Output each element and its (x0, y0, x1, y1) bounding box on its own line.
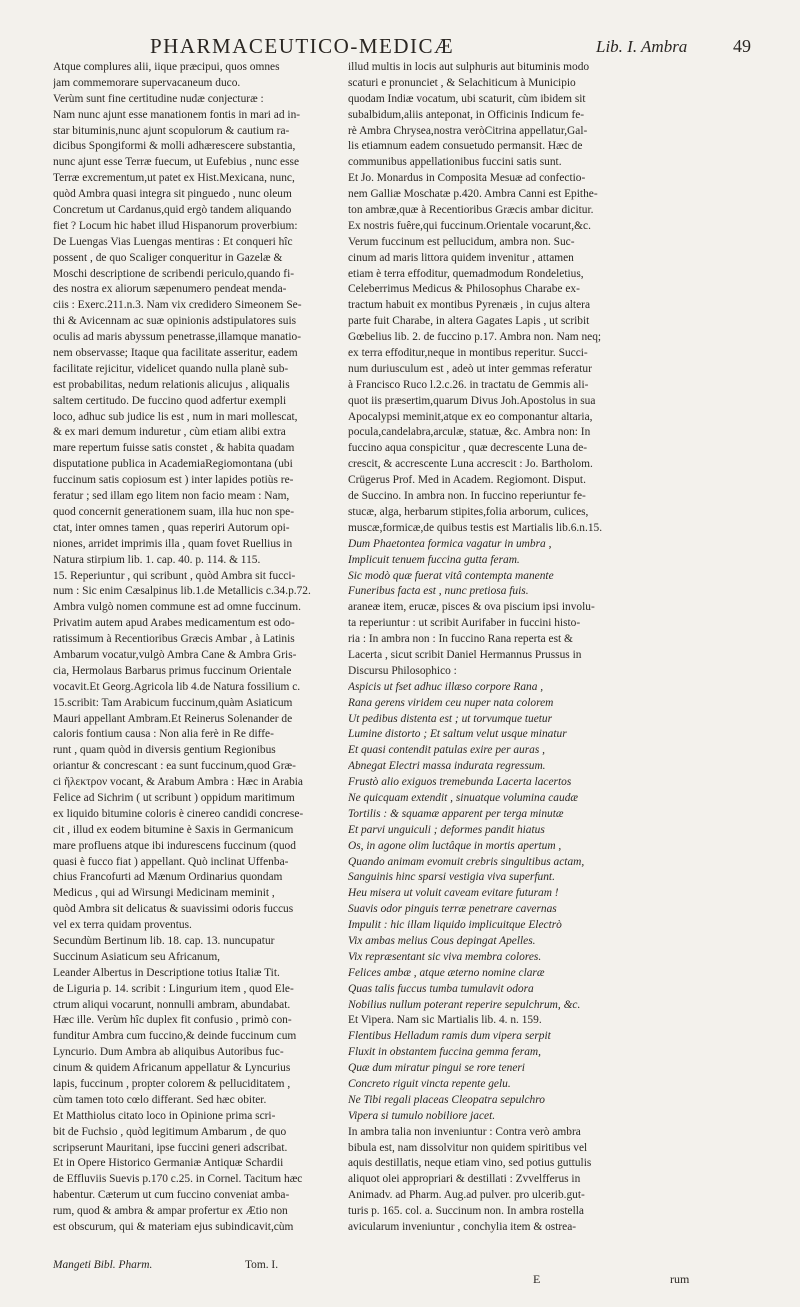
text-line: Abnegat Electri massa indurata regressum. (348, 760, 546, 773)
text-line: quod concernit generationem suam, illa huc non spe- (53, 505, 295, 518)
signature-mark: Mangeti Bibl. Pharm. (53, 1259, 153, 1271)
text-line: Mauri appellant Ambram.Et Reinerus Solenander de (53, 712, 293, 725)
text-line: communibus appellationibus fuccini satis sunt. (348, 156, 562, 169)
text-line: ratissimum à Recentioribus Græcis Ambar , à Latinis (53, 633, 295, 646)
text-line: star bituminis,nunc ajunt scopulorum & cautium ra- (53, 124, 290, 137)
text-line: Sic modò quæ fuerat vitâ contempta manente (348, 569, 554, 582)
text-line: runt , quam quòd in diversis gentium Regionibus (53, 744, 276, 757)
text-line: Os, in agone olim luctâque in mortis apertum , (348, 839, 562, 852)
text-line: fuccinum satis copiosum est ) inter lapides potiùs re- (53, 474, 294, 487)
text-line: des nostra ex aliorum sæpenumero pendeat menda- (53, 283, 287, 296)
text-line: de Effluviis Suevis p.170 c.25. in Cornel. Tacitum hæc (53, 1173, 303, 1186)
text-line: fuccino aqua conspicitur , quæ decrescente Luna de- (348, 442, 588, 455)
text-line: Rana gerens viridem ceu nuper nata colorem (348, 696, 554, 709)
text-line: pocula,candelabra,arculæ, statuæ, &c. Ambra non: In (348, 426, 591, 439)
text-line: num : Sic enim Cæsalpinus lib.1.de Metallicis c.34.p.72. (53, 585, 311, 598)
text-line: Ut pedibus distenta est ; ut torvumque tuetur (348, 712, 553, 725)
text-line: etiam è terra effoditur, quemadmodum Rondeletius, (348, 267, 584, 280)
text-line: quasi è fucco fiat ) appellant. Quò inclinat Uffenba- (53, 855, 289, 868)
text-line: Verùm sunt fine certitudine nudæ conjecturæ : (53, 92, 264, 105)
text-line: oculis ad maris abyssum penetrasse,illamque manatio- (53, 331, 301, 344)
footer-right (348, 1271, 693, 1289)
text-line: Lyncurio. Dum Ambra ab aliquibus Autoribus fuc- (53, 1046, 284, 1059)
text-line: tractum habuit ex montibus Pyrenæis , in cujus altera (348, 299, 591, 312)
text-line: habentur. Cæterum ut cum fuccino conveniat amba- (53, 1189, 290, 1202)
text-line: illud multis in locis aut sulphuris aut bituminis modo (348, 61, 590, 73)
text-line: In ambra talia non inveniuntur : Contra verò ambra (348, 1125, 581, 1138)
text-line: Et Vipera. Nam sic Martialis lib. 4. n. 159. (348, 1014, 542, 1027)
text-line: Nobilius nullum poterant reperire sepulchrum, &c. (348, 998, 581, 1011)
text-line: lis etiamnum eadem consuetudo permansit. Hæc de (348, 140, 583, 153)
text-line: rè Ambra Chrysea,nostra veròCitrina appellatur,Gal- (348, 124, 588, 137)
text-line: quòd Ambra quasi integra sit pinguedo , nunc oleum (53, 188, 292, 201)
text-line: oriantur & concrescant : ea sunt fuccinum,quod Græ- (53, 760, 296, 773)
text-line: Et Jo. Monardus in Composita Mesuæ ad confectio- (348, 172, 586, 185)
text-line: ria : In ambra non : In fuccino Rana reperta est & (348, 633, 573, 646)
text-line: Et parvi unguiculi ; deformes pandit hiatus (348, 823, 545, 836)
running-title: PHARMACEUTICO-MEDICÆ (150, 34, 455, 58)
text-line: Aspicis ut fset adhuc illæso corpore Rana , (348, 680, 544, 693)
text-line: jam commemorare supervacaneum duco. (53, 76, 241, 89)
text-line: cia, Hermolaus Barbarus primus fuccinum Orientale (53, 664, 292, 677)
text-line: num duriusculum est , adeò ut inter gemmas referatur (348, 362, 592, 375)
text-line: Et Matthiolus citato loco in Opinione prima scri- (53, 1109, 276, 1122)
text-line: Quæ dum miratur pingui se rore teneri (348, 1062, 525, 1075)
text-line: lapis, fuccinum , propter colorem & pelluciditatem , (53, 1078, 291, 1090)
text-line: cùm tamen toto cœlo differant. Sed hæc obiter. (53, 1093, 267, 1106)
text-line: Gœbelius lib. 2. de fuccino p.17. Ambra non. Nam neq; (348, 331, 602, 344)
text-line: Suavis odor pinguis terræ penetrare cavernas (348, 903, 557, 916)
text-line: mare repertum fuisse satis constet , & habita quadam (53, 442, 295, 455)
text-line: Sanguinis hinc sparsi vestigia viva superfunt. (348, 871, 555, 884)
text-line: scripserunt Mauritani, ipse fuccini generi adscribat. (53, 1141, 288, 1154)
text-line: quòd Ambra sit delicatus & suavissimi odoris fuccus (53, 903, 294, 916)
text-line: Ne Tibi regali placeas Cleopatra sepulchro (348, 1093, 545, 1106)
running-section: Lib. I. Ambra (596, 37, 688, 56)
text-line: Ex nostris fuêre,qui fuccinum.Orientale vocarunt,&c. (348, 219, 591, 232)
text-line: Fluxit in obstantem fuccina gemma feram, (348, 1046, 541, 1059)
text-line: Hæc ille. Verùm hîc duplex fit confusio , primò con- (53, 1014, 292, 1027)
text-line: muscæ,formicæ,de quibus testis est Martialis lib.6.n.15. (348, 521, 603, 534)
text-line: Atque complures alii, iique præcipui, quos omnes (53, 61, 280, 73)
text-line: fiet ? Locum hic habet illud Hispanorum proverbium: (53, 219, 298, 232)
text-line: cit , illud ex eodem bitumine è Saxis in Germanicum (53, 823, 294, 836)
text-line: mare profluens atque ibi indurescens fuccinum (quod (53, 839, 296, 852)
text-line: Terræ excrementum,ut patet ex Hist.Mexicana, nunc, (53, 172, 295, 185)
text-line: Apocalypsi meminit,atque ex eo componantur altaria, (348, 410, 593, 423)
text-line: ctrum aliqui vocarunt, nonnulli ambram, abundabat. (53, 998, 291, 1011)
text-line: quot iis præsertim,quarum Divus Joh.Apostolus in sua (348, 394, 596, 407)
text-line: ton ambræ,quæ à Recentioribus Græcis ambar dicitur. (348, 204, 594, 217)
text-line: vocavit.Et Georg.Agricola lib 4.de Natura fossilium c. (53, 680, 301, 693)
page-number: 49 (733, 36, 751, 56)
text-line: crescit, & accrescente Luna accrescit : Jo. Bartholom. (348, 458, 593, 471)
text-line: aliquot olei appropriari & destillati : Zvvelfferus in (348, 1173, 581, 1186)
text-line: Felices ambæ , atque æterno nomine claræ (348, 966, 545, 979)
text-line: Ambarum vocatur,vulgò Ambra Cane & Ambra Gris- (53, 648, 297, 661)
text-line: niones, arridet imprimis illa , quam fovet Ruellius in (53, 537, 293, 550)
text-line: Medicus , qui ad Wirsungi Medicinam meminit , (53, 887, 275, 900)
text-line: nem Galliæ Moschatæ p.420. Ambra Canni est Epithe- (348, 188, 598, 201)
text-line: ci ἤλεκτρον vocant, & Arabum Ambra : Hæc in Arabia (53, 776, 303, 789)
volume-mark: Tom. I. (245, 1259, 279, 1271)
text-line: & ex mari demum induretur , cùm etiam alibi extra (53, 426, 286, 439)
text-line: Lacerta , sicut scribit Daniel Hermannus Prussus in (348, 648, 582, 661)
text-line: Vipera si tumulo nobiliore jacet. (348, 1109, 496, 1122)
text-line: loco, adhuc sub judice lis est , num in mari mollescat, (53, 410, 298, 423)
text-line: bibula est, nam dissolvitur non quidem spiritibus vel (348, 1141, 588, 1154)
text-line: parte fuit Charabe, in altera Gagates Lapis , ut scribit (348, 315, 590, 328)
text-line: est probabilitas, nedum relationis alicujus , aliqualis (53, 378, 290, 391)
text-line: Moschi descriptione de scribendi periculo,quando fi- (53, 267, 295, 280)
text-line: avicularum inveniuntur , conchylia item & ostrea- (348, 1221, 577, 1234)
text-line: Secundùm Bertinum lib. 18. cap. 13. nuncupatur (53, 934, 275, 947)
text-line: ciis : Exerc.211.n.3. Nam vix credidero Simeonem Se- (53, 299, 302, 312)
text-line: Privatim autem apud Arabes medicamentum est odo- (53, 617, 295, 630)
text-line: Vix ambas melius Cous depingat Apelles. (348, 934, 536, 947)
text-line: Et quasi contendit patulas exire per auras , (348, 744, 545, 757)
text-line: Nam nunc ajunt esse manationem fontis in mari ad in- (53, 108, 301, 121)
text-line: Vix repræsentant sic viva membra colores. (348, 950, 542, 963)
text-line: Ne quicquam extendit , sinuatque volumina caudæ (348, 791, 578, 804)
text-line: 15. Reperiuntur , qui scribunt , quòd Ambra sit fucci- (53, 569, 296, 582)
text-line: Tortilis : & squamæ apparent per terga minutæ (348, 807, 564, 820)
text-line: Quas talis fuccus tumba tumulavit odora (348, 982, 534, 995)
text-line: saltem certitudo. De fuccino quod adfertur exempli (53, 394, 287, 407)
text-line: dicibus Spongiformi & molli adhærescere substantia, (53, 140, 296, 153)
text-line: caloris fontium causa : Non alia ferè in Re diffe- (53, 728, 274, 741)
text-line: Celeberrimus Medicus & Philosophus Charabe ex- (348, 283, 580, 296)
text-line: Discursu Philosophico : (348, 664, 457, 677)
left-text-column (53, 60, 338, 1236)
text-line: stucæ, alga, herbarum stipites,folia arborum, culices, (348, 505, 589, 518)
text-line: chius Francofurti ad Mænum Ordinarius quondam (53, 871, 283, 884)
text-line: Heu misera ut voluit caveam evitare futuram ! (348, 887, 559, 900)
text-line: de Succino. In ambra non. In fuccino reperiuntur fe- (348, 490, 586, 503)
text-line: Dum Phaetontea formica vagatur in umbra , (348, 537, 552, 550)
text-line: Leander Albertus in Descriptione totius Italiæ Tit. (53, 966, 280, 979)
text-line: Ambra vulgò nomen commune est ad omne fuccinum. (53, 601, 302, 614)
text-line: cinum & quidem Africanum appellatur & Lyncurius (53, 1062, 291, 1075)
text-line: araneæ item, erucæ, pisces & ova piscium ipsi involu- (348, 601, 595, 614)
text-line: vel ex terra quidam proventus. (53, 919, 192, 932)
text-line: scaturi e pronunciet , & Selachiticum à Municipio (348, 76, 576, 89)
text-line: nem observasse; Itaque qua facilitate asseritur, eadem (53, 347, 298, 360)
text-line: Impulit : hic illam liquido implicuitque Electrò (348, 919, 562, 932)
text-line: disputatione publica in AcademiaRegiomontana (ubi (53, 458, 293, 471)
text-line: ex terra effoditur,neque in montibus reperitur. Succi- (348, 347, 588, 360)
text-line: funditur Ambra cum fuccino,& deinde fuccinum cum (53, 1030, 297, 1043)
text-line: thi & Avicennam ac suæ opinionis adstipulatores suis (53, 315, 297, 328)
text-line: Funeribus facta est , nunc pretiosa fuis. (348, 585, 529, 598)
text-line: Implicuit tenuem fuccina gutta feram. (348, 553, 520, 566)
text-line: Quando animam evomuit crebris singultibus actam, (348, 855, 585, 868)
text-line: Lumine distorto ; Et saltum velut usque minatur (348, 728, 567, 741)
text-line: quodam Indiæ vocatum, ubi scaturit, cùm ibidem sit (348, 92, 586, 105)
text-line: bit de Fuchsio , quòd legitimum Ambarum , de quo (53, 1125, 287, 1138)
footer-left (53, 1257, 343, 1275)
text-line: à Francisco Ruco l.2.c.26. in tractatu de Gemmis ali- (348, 378, 589, 391)
text-line: Succinum Asiaticum seu Africanum, (53, 950, 221, 963)
text-line: nunc ajunt esse Terræ fuecum, ut Eufebius , nunc esse (53, 156, 300, 169)
text-line: ex liquido bitumine coloris è cinereo candidi concrese- (53, 807, 304, 820)
text-line: De Luengas Vias Luengas mentiras : Et conqueri hîc (53, 235, 293, 248)
text-line: facilitate rejicitur, videlicet quando nulla planè sub- (53, 362, 289, 375)
catchword: rum (670, 1272, 690, 1286)
text-line: possent , de quo Scaliger conqueritur in Gazelæ & (53, 251, 283, 264)
text-line: ctat, inter omnes tamen , quas reperiri Autorum opi- (53, 521, 290, 534)
text-line: subalbidum,aliis anteponat, in Officinis Indicum fe- (348, 108, 585, 121)
text-line: Concretum ut Cardanus,quid ergò tandem aliquando (53, 204, 292, 217)
text-line: aquis destillatis, neque etiam vino, sed potius guttulis (348, 1157, 592, 1170)
text-line: de Liguria p. 14. scribit : Lingurium item , quod Ele- (53, 982, 294, 995)
text-line: Felice ad Sichrim ( ut scribunt ) oppidum maritimum (53, 791, 295, 804)
text-line: Flentibus Helladum ramis dum vipera serpit (348, 1030, 551, 1043)
text-line: Concreto riguit vincta repente gelu. (348, 1078, 511, 1090)
gathering-signature: E (533, 1272, 541, 1286)
right-text-column (348, 60, 693, 1236)
text-line: est obscurum, qui & materiam ejus subindicavit,cùm (53, 1221, 294, 1234)
text-line: 15.scribit: Tam Arabicum fuccinum,quàm Asiaticum (53, 696, 293, 709)
text-line: Natura stirpium lib. 1. cap. 40. p. 114. & 115. (53, 553, 261, 566)
text-line: Verum fuccinum est pellucidum, ambra non. Suc- (348, 235, 575, 248)
text-line: rum, quod & ambra & ampar profertur ex Ætio non (53, 1205, 288, 1218)
text-line: Et in Opere Historico Germaniæ Antiquæ Schardii (53, 1157, 284, 1170)
text-line: cinum ad maris littora quidem invenitur , attamen (348, 251, 574, 264)
text-line: Frustò alio exiguos tremebunda Lacerta lacertos (348, 776, 572, 789)
text-line: ta reperiuntur : ut scribit Aurifaber in fuccini histo- (348, 617, 581, 630)
text-line: Animadv. ad Pharm. Aug.ad pulver. pro ulcerib.gut- (348, 1189, 585, 1202)
text-line: Crügerus Prof. Med in Academ. Regiomont. Disput. (348, 474, 586, 487)
text-line: feratur ; sed illam ego litem non facio meam : Nam, (53, 490, 290, 503)
text-line: turis p. 165. col. a. Succinum non. In ambra rostella (348, 1205, 584, 1218)
